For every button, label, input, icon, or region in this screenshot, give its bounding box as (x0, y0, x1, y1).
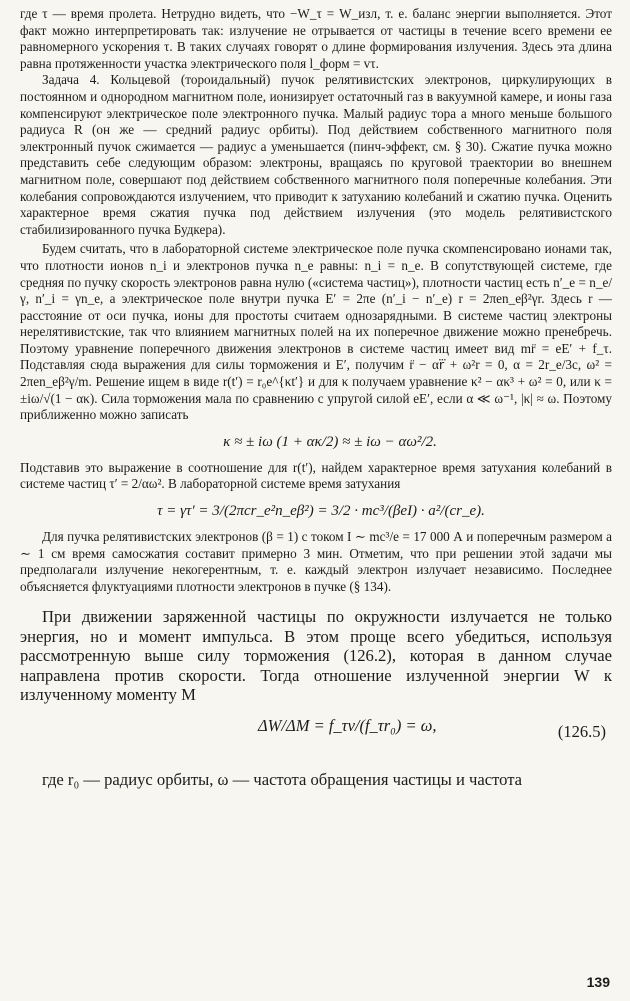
paragraph-damping-time: Подставив это выражение в соотношение для r(t′), найдем характерное время затухания колебаний в системе частиц τ′ = 2/αω². В лабораторной системе время затухания (20, 459, 612, 492)
equation-row (20, 710, 612, 758)
formula-tau-lab: τ = γτ′ = 3/(2πcr_e²n_eβ²) = 3/2 · mc³/(βeI) · a²/(cr_e). (157, 503, 485, 520)
paragraph-flight-time: где τ — время пролета. Нетрудно видеть, что −W_τ = W_изл, т. е. баланс энергии выполняется. Этот факт можно интерпретировать так: излучение не отрывается от частицы в течение всего времени ее равномерного ускорения τ. В таких случаях говорят о длине формирования излучения. Здесь эта длина равна протяженности участка электрического поля l_форм = vτ. (20, 6, 612, 71)
equation-number: (126.5) (557, 722, 606, 742)
paragraph-self-compression: Для пучка релятивистских электронов (β = 1) с током I ∼ mc³/e = 17 000 А и поперечным размером a ∼ 1 см время самосжатия составит примерно 3 мин. Отметим, что при решении этой задачи мы предполагали излучение некогерентным, т. е. каждый электрон излучает независимо. Последнее объясняется флуктуациями плотности электронов в пучке (§ 134). (20, 529, 612, 594)
formula-energy-momentum-ratio: ΔW/ΔM = f_τv/(f_τr₀) = ω, (258, 716, 437, 736)
paragraph-solution: Будем считать, что в лабораторной системе электрическое поле пучка скомпенсировано ионами так, что плотности ионов n_i и электронов пучка n_e равны: n_i = n_e. В сопутствующей системе, где средняя по пучку скорость электронов равна нулю («система частиц»), плотности частиц есть n′_e = n_e/γ, n′_i = γn_e, а электрическое поле внутри пучка E′ = 2πe (n′_i − n′_e) r = 2πen_eβ²γr. Здесь r — расстояние от оси пучка, ионы для простоты считаем однозарядными. В системе частиц электроны нерелятивистские, так что влиянием магнитных полей на их поперечное движение можно пренебречь. Поэтому уравнение поперечного движения электронов в системе частиц имеет вид mr̈ = eE′ + f_τ. Подставляя сюда выражения для силы торможения и E′, получим r̈ − αr⃛ + ω²r = 0, α = 2r_e/3c, ω² = 2πen_eβ²γ/m. Решение ищем в виде r(t′) = r₀e^{κt′} и для κ получаем уравнение κ² − ακ³ + ω² = 0, или κ = ±iω/√(1 − ακ). Сила торможения мала по сравнению с упругой силой eE′, если α ≪ ω⁻¹, |κ| ≈ ω. Поэтому приближенно можно записать (20, 241, 612, 423)
paragraph-orbit-radius: где r₀ — радиус орбиты, ω — частота обращения частицы и частота (42, 770, 523, 790)
paragraph-angular-momentum: При движении заряженной частицы по окружности излучается не только энергия, но и момент импульса. В этом проще всего убедиться, используя рассмотренную выше силу торможения (126.2), которая в данном случае направлена против скорости. Тогда отношение излученной энергии W к излученному моменту M (20, 607, 612, 705)
page-number: 139 (586, 974, 610, 990)
paragraph-problem-4: Задача 4. Кольцевой (тороидальный) пучок релятивистских электронов, циркулирующих в постоянном и однородном магнитном поле, ионизирует остаточный газ в вакуумной камере, и ионы газа компенсируют электрическое поле электронного пучка. Малый радиус тора a много меньше большого радиуса R (он же — средний радиус орбиты). Под действием собственного магнитного поля электронный пучок сжимается — радиус a уменьшается (пинч-эффект, см. § 30). Сжатие пучка можно представить себе следующим образом: электроны, вращаясь по круговой траектории во внешнем магнитном поле, совершают под действием собственного магнитного поля поперечные колебания. Эти колебания сопровождаются излучением, что приводит к затуханию колебаний и сжатию пучка. Оценить характерное время сжатия пучка под действием излучения (это модель релятивистского стабилизированного пучка Будкера). (20, 72, 612, 237)
page-content (20, 6, 612, 790)
formula-kappa-approx: κ ≈ ± iω (1 + ακ/2) ≈ ± iω − αω²/2. (223, 433, 437, 450)
